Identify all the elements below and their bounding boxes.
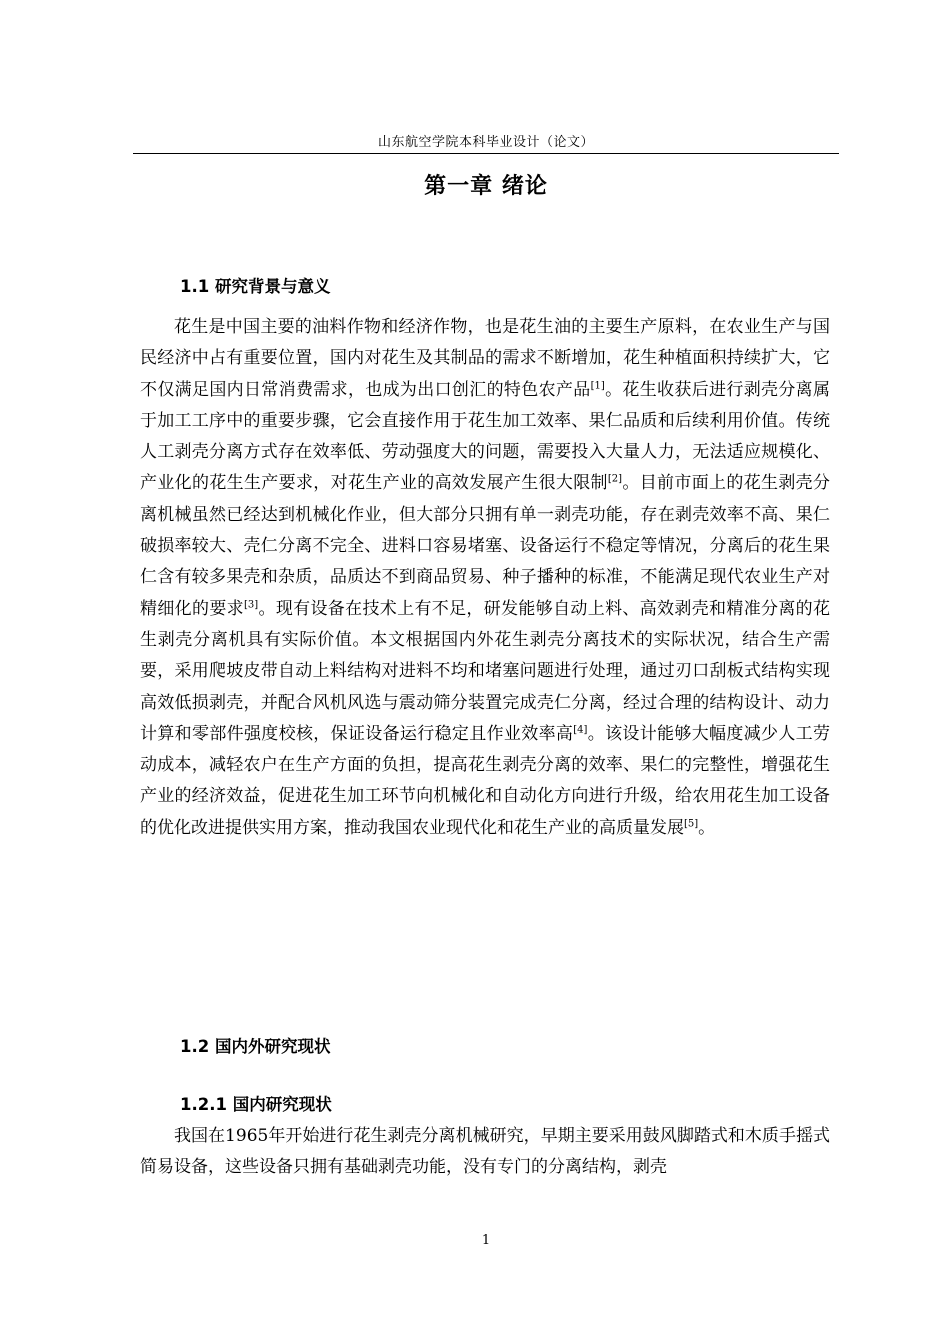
paragraph-text: 花生是中国主要的油料作物和经济作物，也是花生油的主要生产原料，在农业生产与国民经济中占有重要位置，国内对花生及其制品的需求不断增加，花生种植面积持续扩大，它不仅满足国内日常消费需求，也成为出口创汇的特色农产品 [140,317,830,400]
paragraph-text: 。目前市面上的花生剥壳分离机械虽然已经达到机械化作业，但大部分只拥有单一剥壳功能，存在剥壳效率不高、果仁破损率较大、壳仁分离不完全、进料口容易堵塞、设备运行不稳定等情况，分离后的花生果仁含有较多果壳和杂质，品质达不到商品贸易、种子播种的标准，不能满足现代农业生产对精细化的要求 [140,473,831,619]
running-header: 山东航空学院本科毕业设计（论文） [377,135,594,150]
paragraph-text: 。花生收获后进行剥壳分离属于加工工序中的重要步骤，它会直接作用于花生加工效率、果仁品质和后续利用价值。传统人工剥壳分离方式存在效率低、劳动强度大的问题，需要投入大量人力，无法适应规模化、产业化的花生生产要求，对花生产业的高效发展产生很大限制 [140,379,831,494]
paragraph-text: 。 [698,817,716,838]
section-heading-1-2: 1.2 国内外研究现状 [180,1037,331,1056]
citation-ref: [3] [243,599,259,611]
chapter-title: 第一章 绪论 [424,174,548,199]
citation-ref: [5] [684,818,699,830]
page-number: 1 [481,1233,491,1248]
citation-ref: [2] [607,473,623,485]
section-heading-1-2-1: 1.2.1 国内研究现状 [180,1095,332,1114]
paragraph-text: 。现有设备在技术上有不足，研发能够自动上料、高效剥壳和精准分离的花生剥壳分离机具有实际价值。本文根据国内外花生剥壳分离技术的实际状况，结合生产需要，采用爬坡皮带自动上料结构对进料不均和堵塞问题进行处理，通过刃口刮板式结构实现高效低损剥壳，并配合风机风选与震动筛分装置完成壳仁分离，经过合理的结构设计、动力计算和零部件强度校核，保证设备运行稳定且作业效率高 [140,598,831,744]
body-paragraph-1-2-1: 我国在1965年开始进行花生剥壳分离机械研究，早期主要采用鼓风脚踏式和木质手摇式简易设备，这些设备只拥有基础剥壳功能，没有专门的分离结构，剥壳 [140,1126,830,1178]
citation-ref: [4] [573,724,588,736]
section-heading-1-1: 1.1 研究背景与意义 [180,277,331,296]
body-paragraph-1-1 [140,312,830,844]
paragraph-text: 。该设计能够大幅度减少人工劳动成本，减轻农户在生产方面的负担，提高花生剥壳分离的效率、果仁的完整性，增强花生产业的经济效益，促进花生加工环节向机械化和自动化方向进行升级，给农用花生加工设备的优化改进提供实用方案，推动我国农业现代化和花生产业的高质量发展 [140,723,831,838]
header-rule [133,153,839,154]
citation-ref: [1] [590,379,605,391]
